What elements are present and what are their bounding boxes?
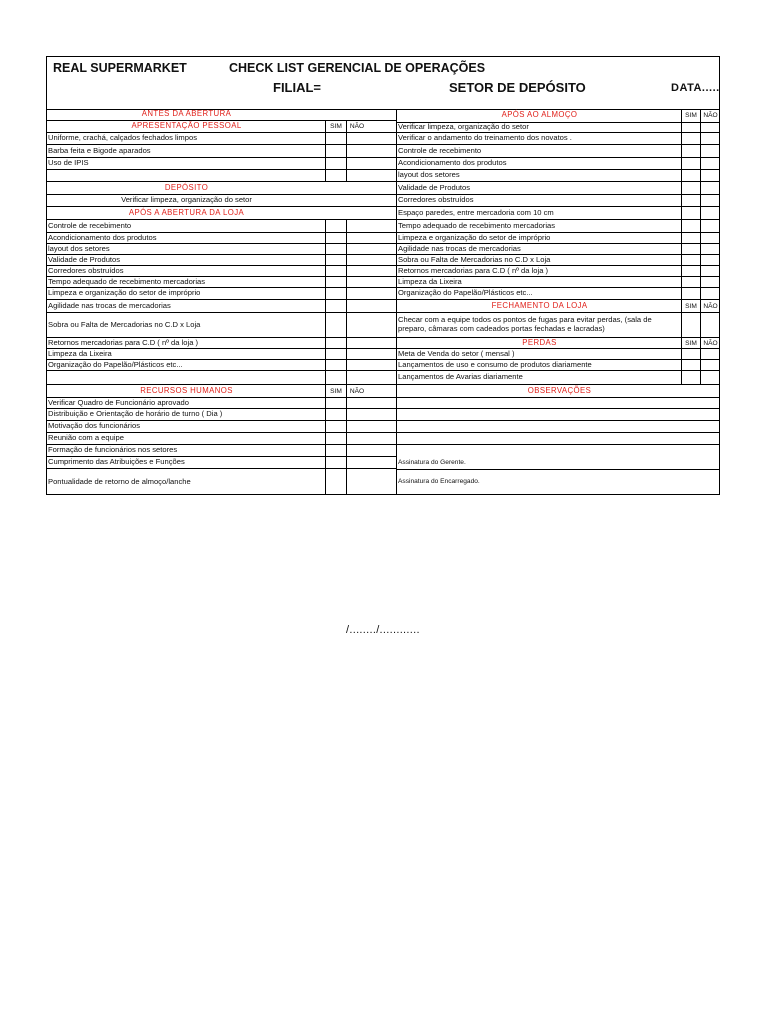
row-label: Limpeza da Lixeira [398,277,462,286]
checklist-row-organizacao-do-papelao-plasticos-etc [397,288,720,300]
nao-checkbox-cell[interactable] [346,233,367,243]
nao-checkbox-cell[interactable] [700,195,720,206]
row-label: Verificar Quadro de Funcionário aprovado [48,398,189,407]
nao-column-header: NÃO [700,338,720,348]
row-label: Uniforme, crachá, calçados fechados limpos [48,133,197,143]
checklist-row-checar-com-a-equipe-todos-os-pontos-de-f [397,313,720,338]
sim-checkbox-cell[interactable] [325,409,346,420]
checklist-row-agilidade-nas-trocas-de-mercadorias [47,300,396,313]
row-label: Assinatura do Gerente. [398,458,466,466]
checklist-row-formacao-de-funcionarios-nos-setores [47,445,396,457]
section-title: FECHAMENTO DA LOJA [491,300,588,310]
nao-checkbox-cell[interactable] [700,371,720,384]
row-label: Acondicionamento dos produtos [48,233,157,242]
checklist-row-uniforme-cracha-calcados-fechados-limpos [47,133,396,145]
sim-checkbox-cell[interactable] [325,360,346,370]
row-label: Validade de Produtos [48,255,121,264]
sim-checkbox-cell[interactable] [681,195,700,206]
row-label: Limpeza e organização do setor de impróprio [398,233,551,242]
checklist-row-limpeza-da-lixeira [47,349,396,360]
checklist-row-distribuicao-e-orientacao-de-horario-de- [47,409,396,421]
nao-checkbox-cell[interactable] [346,158,367,169]
sim-checkbox-cell[interactable] [681,313,700,337]
document-title: CHECK LIST GERENCIAL DE OPERAÇÕES [229,61,486,75]
row-label: Corredores obstruídos [398,195,474,205]
checklist-row-limpeza-e-organizacao-do-setor-de-improp [47,288,396,300]
sim-checkbox-cell[interactable] [325,244,346,254]
nao-checkbox-cell[interactable] [346,255,367,265]
nao-checkbox-cell[interactable] [346,133,367,144]
sim-checkbox-cell[interactable] [681,123,700,132]
checklist-row-acondicionamento-dos-produtos [397,158,720,170]
sim-checkbox-cell[interactable] [325,158,346,169]
checklist-row-pontualidade-de-retorno-de-almoco-lanche [47,469,396,495]
sim-checkbox-cell[interactable] [325,338,346,348]
sim-checkbox-cell[interactable] [325,349,346,359]
checklist-row-meta-de-venda-do-setor-mensal [397,349,720,360]
checklist-row-limpeza-da-lixeira [397,277,720,288]
sim-checkbox-cell[interactable] [325,277,346,287]
row-label: Formação de funcionários nos setores [48,445,178,455]
sim-checkbox-cell[interactable] [681,170,700,181]
sim-checkbox-cell[interactable] [325,421,346,432]
nao-checkbox-cell[interactable] [700,220,720,232]
row-label: Barba feita e Bigode aparados [48,145,151,155]
sim-column-header: SIM [681,300,700,312]
nao-checkbox-cell[interactable] [700,313,720,337]
row-label: Controle de recebimento [398,145,482,155]
checklist-row-blank [397,398,720,409]
nao-checkbox-cell[interactable] [700,233,720,243]
checklist-row-layout-dos-setores [397,170,720,182]
checklist-row-sobra-ou-falta-de-mercadorias-no-c-d-x-l [397,255,720,266]
checklist-row-retornos-mercadorias-para-c-d-n-da-loja [47,338,396,349]
row-label: Tempo adequado de recebimento mercadorias [398,220,556,230]
row-label: Reunião com a equipe [48,433,124,443]
checklist-row-agilidade-nas-trocas-de-mercadorias [397,244,720,255]
nao-checkbox-cell[interactable] [700,123,720,132]
checklist-row-organizacao-do-papelao-plasticos-etc [47,360,396,371]
checklist-row-tempo-adequado-de-recebimento-mercadoria [47,277,396,288]
row-label: Espaço paredes, entre mercadoria com 10 cm [398,207,554,217]
nao-checkbox-cell[interactable] [346,360,367,370]
row-label [48,371,325,384]
sim-checkbox-cell[interactable] [681,220,700,232]
nao-checkbox-cell[interactable] [700,182,720,194]
section-title: OBSERVAÇÕES [527,385,592,395]
checklist-row-limpeza-e-organizacao-do-setor-de-improp [397,233,720,244]
checklist-row-lancamentos-de-uso-e-consumo-de-produtos [397,360,720,371]
checklist-row-sobra-ou-falta-de-mercadorias-no-c-d-x-l [47,313,396,338]
sim-checkbox-cell[interactable] [325,220,346,232]
nao-checkbox-cell[interactable] [700,145,720,157]
sector-label: SETOR DE DEPÓSITO [449,80,586,95]
section-header-antes-da-abertura [47,109,396,121]
section-title: RECURSOS HUMANOS [140,385,233,395]
checklist-row-blank [397,433,720,445]
sim-checkbox-cell[interactable] [325,266,346,276]
row-label: Controle de recebimento [48,220,132,230]
section-title: APÓS AO ALMOÇO [501,110,578,120]
sim-checkbox-cell[interactable] [325,233,346,243]
row-label: Distribuição e Orientação de horário de turno ( Dia ) [48,409,223,419]
section-header-fechamento-da-loja [397,300,720,313]
section-header-apos-ao-almoco [397,109,720,123]
nao-checkbox-cell[interactable] [700,266,720,276]
nao-column-header: NÃO [700,300,720,312]
sim-checkbox-cell[interactable] [325,433,346,444]
sim-checkbox-cell[interactable] [325,398,346,408]
row-label: Verificar o andamento do treinamento dos novatos . [398,133,572,143]
row-label: Meta de Venda do setor ( mensal ) [398,349,515,358]
nao-checkbox-cell[interactable] [346,349,367,359]
sim-column-header: SIM [325,385,346,397]
nao-checkbox-cell[interactable] [700,244,720,254]
sim-checkbox-cell[interactable] [325,313,346,337]
section-title: PERDAS [522,338,557,347]
checklist-row-retornos-mercadorias-para-c-d-n-da-loja [397,266,720,277]
nao-checkbox-cell[interactable] [700,207,720,219]
row-label: Limpeza da Lixeira [48,349,112,358]
sim-checkbox-cell[interactable] [325,133,346,144]
sim-checkbox-cell[interactable] [681,145,700,157]
section-header-observacoes [397,385,720,398]
nao-checkbox-cell[interactable] [700,158,720,169]
nao-checkbox-cell[interactable] [346,445,367,456]
row-label: Validade de Produtos [398,182,471,192]
sim-column-header: SIM [681,338,700,348]
nao-checkbox-cell[interactable] [346,469,367,495]
sim-checkbox-cell[interactable] [681,288,700,299]
row-label: Agilidade nas trocas de mercadorias [398,244,521,253]
nao-checkbox-cell[interactable] [700,255,720,265]
row-label: Pontualidade de retorno de almoço/lanche [48,476,191,486]
sim-checkbox-cell[interactable] [681,266,700,276]
row-label: Organização do Papelão/Plásticos etc... [48,360,183,369]
nao-column-header: NÃO [700,109,720,122]
nao-checkbox-cell[interactable] [700,360,720,370]
sim-checkbox-cell[interactable] [681,277,700,287]
nao-checkbox-cell[interactable] [346,145,367,157]
sim-checkbox-cell[interactable] [681,158,700,169]
sim-checkbox-cell[interactable] [681,182,700,194]
filial-label: FILIAL= [273,80,322,95]
row-label: Sobra ou Falta de Mercadorias no C.D x Loja [398,255,551,264]
nao-checkbox-cell[interactable] [700,277,720,287]
sim-checkbox-cell[interactable] [325,300,346,312]
left-checklist-column [47,109,396,495]
nao-checkbox-cell[interactable] [700,133,720,144]
section-header-perdas [397,338,720,349]
sim-checkbox-cell[interactable] [325,255,346,265]
nao-checkbox-cell[interactable] [346,288,367,299]
section-header-apresentacao-pessoal [47,121,396,133]
sim-checkbox-cell[interactable] [681,349,700,359]
checklist-row-reuniao-com-a-equipe [47,433,396,445]
nao-checkbox-cell[interactable] [346,244,367,254]
checklist-row-verificar-limpeza-organizacao-do-setor [47,195,396,207]
row-label: Assinatura do Encarregado. [398,478,480,486]
checklist-row-controle-de-recebimento [47,220,396,233]
nao-checkbox-cell[interactable] [346,266,367,276]
row-label [398,433,681,444]
nao-checkbox-cell[interactable] [700,288,720,299]
checklist-row-acondicionamento-dos-produtos [47,233,396,244]
sim-column-header: SIM [325,121,346,132]
row-label: Tempo adequado de recebimento mercadorias [48,277,206,286]
nao-checkbox-cell[interactable] [346,421,367,432]
checklist-row-corredores-obstruidos [47,266,396,277]
sim-checkbox-cell[interactable] [681,371,700,384]
checklist-row-validade-de-produtos [397,182,720,195]
checklist-row-barba-feita-e-bigode-aparados [47,145,396,158]
checklist-sheet [46,56,720,495]
section-title: APÓS A ABERTURA DA LOJA [128,207,245,217]
nao-checkbox-cell[interactable] [346,409,367,420]
sim-checkbox-cell[interactable] [681,133,700,144]
sim-checkbox-cell[interactable] [325,469,346,495]
row-label: Motivação dos funcionários [48,421,141,431]
sheet-header [47,57,719,110]
checklist-row-blank [397,421,720,433]
signature-row-assinatura-do-encarregado [397,470,720,495]
nao-checkbox-cell[interactable] [346,300,367,312]
sim-checkbox-cell[interactable] [681,233,700,243]
row-label: Uso de IPIS [48,158,89,168]
row-label: Lançamentos de uso e consumo de produtos diariamente [398,360,592,369]
row-label: Checar com a equipe todos os pontos de fugas para evitar perdas, (sala de preparo, câmaras com cadeados portas fechadas e lacradas) [398,315,652,333]
sim-checkbox-cell[interactable] [325,145,346,157]
nao-checkbox-cell[interactable] [700,170,720,181]
section-title: DEPÓSITO [164,182,209,192]
section-title: ANTES DA ABERTURA [141,109,232,119]
row-label: Corredores obstruídos [48,266,124,275]
row-label: Sobra ou Falta de Mercadorias no C.D x Loja [48,319,201,329]
section-header-apos-a-abertura-da-loja [47,207,396,220]
footer-date-line: /......../............ [346,624,420,636]
sim-checkbox-cell[interactable] [325,445,346,456]
checklist-row-lancamentos-de-avarias-diariamente [397,371,720,385]
sim-checkbox-cell[interactable] [681,244,700,254]
checklist-row-corredores-obstruidos [397,195,720,207]
row-label: Limpeza e organização do setor de impróprio [48,288,201,298]
nao-checkbox-cell[interactable] [346,371,367,384]
date-label: DATA..... [671,82,720,94]
signature-row-assinatura-do-gerente [397,457,720,470]
row-label: Organização do Papelão/Plásticos etc... [398,288,533,298]
checklist-row-cumprimento-das-atribuicoes-e-funcoes [47,457,396,469]
nao-checkbox-cell[interactable] [346,277,367,287]
checklist-row-espaco-paredes-entre-mercadoria-com-10-c [397,207,720,220]
company-name: REAL SUPERMARKET [53,61,187,75]
nao-column-header: NÃO [346,385,367,397]
sim-checkbox-cell[interactable] [681,360,700,370]
row-label [398,409,681,420]
checklist-row-controle-de-recebimento [397,145,720,158]
row-label [398,398,681,408]
sim-checkbox-cell[interactable] [681,207,700,219]
checklist-row-verificar-limpeza-organizacao-do-setor [397,123,720,133]
row-label: Acondicionamento dos produtos [398,158,507,168]
nao-checkbox-cell[interactable] [346,170,367,181]
section-title: APRESENTAÇÃO PESSOAL [131,121,242,131]
row-label: Cumprimento das Atribuições e Funções [48,457,185,467]
row-label: Agilidade nas trocas de mercadorias [48,300,171,310]
section-header-deposito [47,182,396,195]
checklist-row-blank [47,371,396,385]
checklist-row-blank [47,170,396,182]
row-label: Verificar limpeza, organização do setor [121,195,252,205]
row-label: Retornos mercadorias para C.D ( nº da loja ) [398,266,549,275]
row-label: layout dos setores [48,244,110,253]
sim-checkbox-cell[interactable] [325,457,346,468]
checklist-row-verificar-quadro-de-funcionario-aprovado [47,398,396,409]
nao-column-header: NÃO [346,121,367,132]
right-checklist-column [396,109,720,495]
nao-checkbox-cell[interactable] [346,220,367,232]
nao-checkbox-cell[interactable] [346,338,367,348]
sim-checkbox-cell[interactable] [325,170,346,181]
checklist-row-motivacao-dos-funcionarios [47,421,396,433]
nao-checkbox-cell[interactable] [346,433,367,444]
nao-checkbox-cell[interactable] [346,398,367,408]
sim-checkbox-cell[interactable] [325,371,346,384]
checklist-row-tempo-adequado-de-recebimento-mercadoria [397,220,720,233]
nao-checkbox-cell[interactable] [700,349,720,359]
row-label: Verificar limpeza, organização do setor [398,123,529,132]
row-label: layout dos setores [398,170,460,180]
row-label [48,170,325,181]
sim-checkbox-cell[interactable] [325,288,346,299]
nao-checkbox-cell[interactable] [346,457,367,468]
checklist-row-layout-dos-setores [47,244,396,255]
checklist-row-uso-de-ipis [47,158,396,170]
nao-checkbox-cell[interactable] [346,313,367,337]
row-label: Lançamentos de Avarias diariamente [398,372,523,382]
checklist-row-blank [397,409,720,421]
sim-checkbox-cell[interactable] [681,255,700,265]
sim-column-header: SIM [681,109,700,122]
row-label: Retornos mercadorias para C.D ( nº da loja ) [48,338,199,347]
checklist-row-validade-de-produtos [47,255,396,266]
checklist-row-verificar-o-andamento-do-treinamento-dos [397,133,720,145]
row-label [398,421,681,432]
section-header-recursos-humanos [47,385,396,398]
